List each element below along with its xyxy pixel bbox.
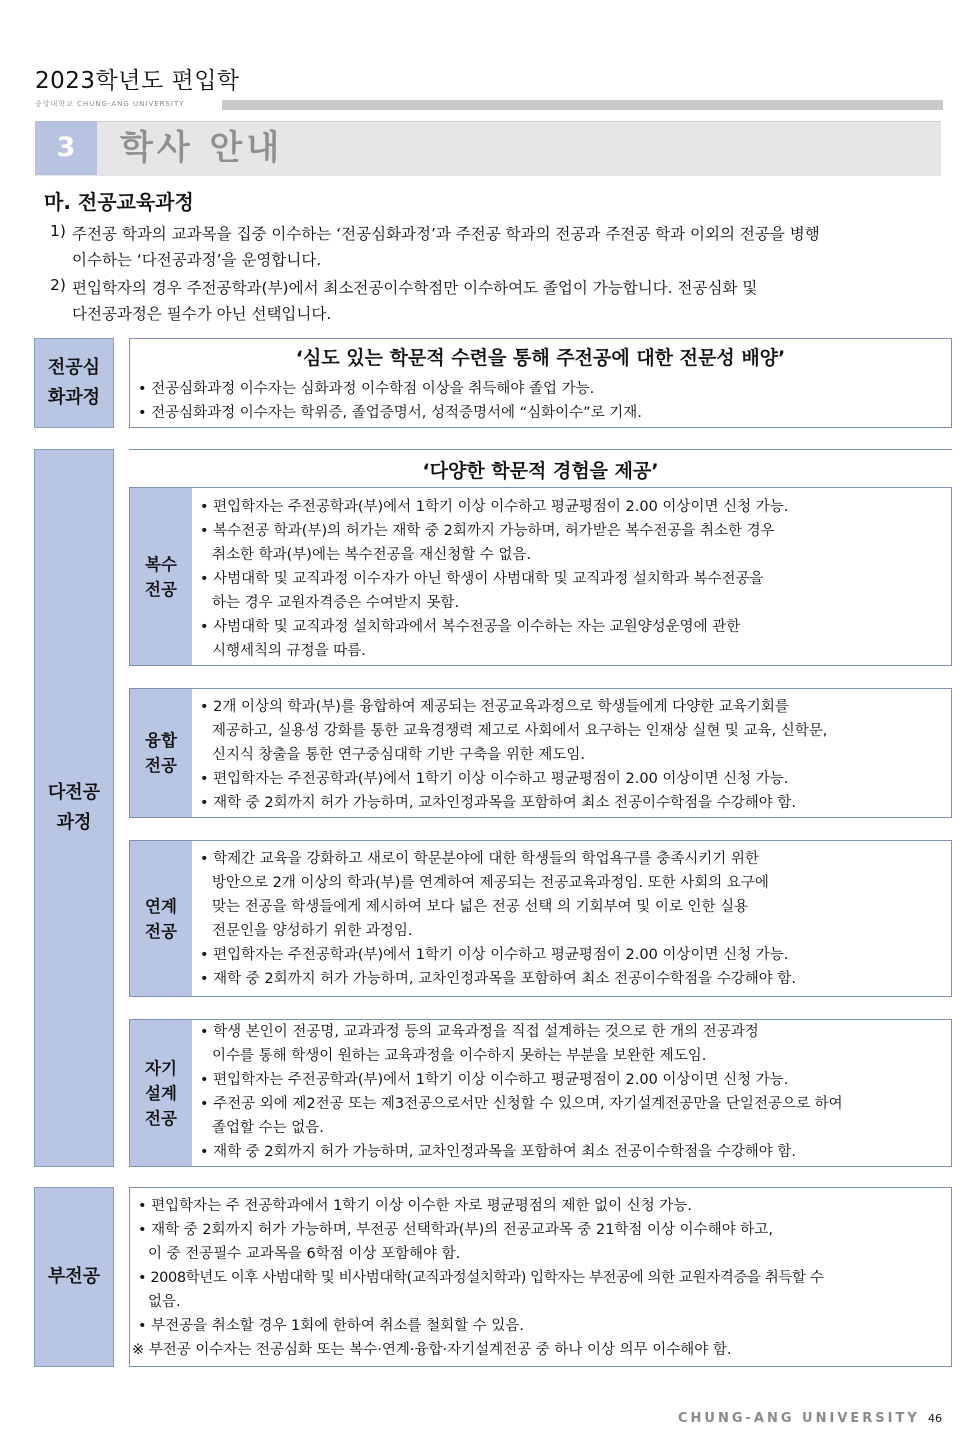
- bullet-line: 취소한 학과(부)에는 복수전공을 재신청할 수 없음.: [212, 547, 532, 563]
- label-line: 복수: [145, 554, 177, 574]
- bullet-line: • 재학 중 2회까지 허가 가능하며, 교차인정과목을 포함하여 최소 전공이수학점을 수강해야 함.: [200, 795, 796, 811]
- bullet-line: 맞는 전공을 학생들에게 제시하여 보다 넓은 전공 선택 의 기회부여 및 이로 인한 실용: [212, 899, 749, 915]
- fusion-major-label: [130, 689, 192, 817]
- multi-major-top-rule: [129, 449, 952, 450]
- intro-item-text: 이수하는 ‘다전공과정’을 운영합니다.: [72, 251, 322, 269]
- intro-item-text: 주전공 학과의 교과목을 집중 이수하는 ‘전공심화과정’과 주전공 학과의 전공과 주전공 학과 이외의 전공을 병행: [72, 225, 820, 243]
- label-line: 설계: [145, 1083, 177, 1103]
- page-number: 46: [928, 1412, 942, 1425]
- university-small-logo-text: 중앙대학교 CHUNG-ANG UNIVERSITY: [35, 100, 185, 108]
- document-title: 2023학년도 편입학: [35, 68, 240, 94]
- label-line: 자기: [145, 1058, 177, 1078]
- bullet-line: • 사범대학 및 교직과정 이수자가 아닌 학생이 사범대학 및 교직과정 설치학과 복수전공을: [200, 571, 764, 587]
- header-divider-bar: [222, 100, 943, 110]
- bullet-line: 방안으로 2개 이상의 학과(부)를 연계하여 제공되는 전공교육과정임. 또한 사회의 요구에: [212, 875, 769, 891]
- intro-item-number: 2): [50, 276, 66, 294]
- label-line: 다전공: [47, 782, 101, 803]
- label-line: 전공심: [47, 357, 101, 378]
- intro-item-text: 편입학자의 경우 주전공학과(부)에서 최소전공이수학점만 이수하여도 졸업이 가능합니다. 전공심화 및: [72, 279, 758, 297]
- bullet-line: • 편입학자는 주 전공학과에서 1학기 이상 이수한 자로 평균평점의 제한 없이 신청 가능.: [138, 1198, 692, 1214]
- bullet-line: • 사범대학 및 교직과정 설치학과에서 복수전공을 이수하는 자는 교원양성운영에 관한: [200, 619, 741, 635]
- minor-label: 부전공: [34, 1187, 114, 1367]
- label-line: 전공: [145, 756, 177, 775]
- bullet-line: • 재학 중 2회까지 허가 가능하며, 부전공 선택학과(부)의 전공교과목 중 21학점 이상 이수해야 하고,: [138, 1222, 773, 1238]
- label-line: 연계: [145, 896, 177, 916]
- label-line: 과정: [56, 812, 92, 833]
- self-designed-major-label: [130, 1020, 192, 1166]
- bullet-line: • 전공심화과정 이수자는 학위증, 졸업증명서, 성적증명서에 “심화이수”로 기재.: [138, 405, 642, 421]
- bullet-line: 없음.: [148, 1294, 181, 1310]
- linked-major-label: [130, 841, 192, 996]
- bullet-line: 이수를 통해 학생이 원하는 교육과정을 이수하지 못하는 부분을 보완한 제도임.: [212, 1048, 707, 1064]
- label-line: 화과정: [47, 387, 101, 408]
- bullet-line: • 학제간 교육을 강화하고 새로이 학문분야에 대한 학생들의 학업욕구를 충족시키기 위한: [200, 851, 759, 867]
- sub-heading: 마. 전공교육과정: [44, 190, 194, 214]
- label-line: 전공: [145, 921, 177, 941]
- multi-major-title: ‘다양한 학문적 경험을 제공’: [422, 460, 659, 482]
- bullet-line: 이 중 전공필수 교과목을 6학점 이상 포함해야 함.: [148, 1246, 461, 1262]
- bullet-line: 제공하고, 실용성 강화를 통한 교육경쟁력 제고로 사회에서 요구하는 인재상 실현 및 교육, 신학문,: [212, 723, 828, 739]
- intro-item-text: 다전공과정은 필수가 아닌 선택입니다.: [72, 305, 332, 323]
- bullet-line: • 재학 중 2회까지 허가 가능하며, 교차인정과목을 포함하여 최소 전공이수학점을 수강해야 함.: [200, 971, 796, 987]
- bullet-line: • 복수전공 학과(부)의 허가는 재학 중 2회까지 가능하며, 허가받은 복수전공을 취소한 경우: [200, 523, 775, 539]
- label-line: 전공: [145, 579, 177, 599]
- bullet-line: • 학생 본인이 전공명, 교과과정 등의 교육과정을 직접 설계하는 것으로 한 개의 전공과정: [200, 1024, 759, 1040]
- advanced-course-label: [34, 338, 114, 428]
- note-line: ※ 부전공 이수자는 전공심화 또는 복수·연계·융합·자기설계전공 중 하나 이상 의무 이수해야 함.: [132, 1342, 732, 1358]
- bullet-line: • 2008학년도 이후 사범대학 및 비사범대학(교직과정설치학과) 입학자는 부전공에 의한 교원자격증을 취득할 수: [138, 1270, 824, 1286]
- bullet-line: 전문인을 양성하기 위한 과정임.: [212, 923, 413, 939]
- bullet-line: • 편입학자는 주전공학과(부)에서 1학기 이상 이수하고 평균평점이 2.00 이상이면 신청 가능.: [200, 499, 789, 515]
- bullet-line: • 편입학자는 주전공학과(부)에서 1학기 이상 이수하고 평균평점이 2.00 이상이면 신청 가능.: [200, 771, 789, 787]
- bullet-line: • 전공심화과정 이수자는 심화과정 이수학점 이상을 취득해야 졸업 가능.: [138, 381, 595, 397]
- bullet-line: • 편입학자는 주전공학과(부)에서 1학기 이상 이수하고 평균평점이 2.00 이상이면 신청 가능.: [200, 1072, 789, 1088]
- double-major-label: [130, 488, 192, 665]
- label-line: 전공: [145, 1108, 177, 1128]
- label-line: 융합: [145, 731, 177, 750]
- footer-university: CHUNG-ANG UNIVERSITY: [678, 1411, 920, 1426]
- bullet-line: • 주전공 외에 제2전공 또는 제3전공으로서만 신청할 수 있으며, 자기설계전공만을 단일전공으로 하여: [200, 1096, 843, 1112]
- bullet-line: • 재학 중 2회까지 허가 가능하며, 교차인정과목을 포함하여 최소 전공이수학점을 수강해야 함.: [200, 1144, 796, 1160]
- bullet-line: 신지식 창출을 통한 연구중심대학 기반 구축을 위한 제도임.: [212, 747, 586, 763]
- multi-major-label: [34, 449, 114, 1167]
- intro-item-number: 1): [50, 222, 66, 240]
- bullet-line: 하는 경우 교원자격증은 수여받지 못함.: [212, 595, 460, 611]
- bullet-line: • 2개 이상의 학과(부)를 융합하여 제공되는 전공교육과정으로 학생들에게 다양한 교육기회를: [200, 699, 789, 715]
- bullet-line: • 편입학자는 주전공학과(부)에서 1학기 이상 이수하고 평균평점이 2.00 이상이면 신청 가능.: [200, 947, 789, 963]
- bullet-line: • 부전공을 취소할 경우 1회에 한하여 취소를 철회할 수 있음.: [138, 1318, 525, 1334]
- bullet-line: 졸업할 수는 없음.: [212, 1120, 324, 1136]
- section-number: 3: [35, 121, 97, 175]
- bullet-line: 시행세칙의 규정을 따름.: [212, 643, 366, 659]
- advanced-course-title: ‘심도 있는 학문적 수련을 통해 주전공에 대한 전문성 배양’: [295, 347, 786, 369]
- section-title: 학사 안내: [120, 128, 284, 168]
